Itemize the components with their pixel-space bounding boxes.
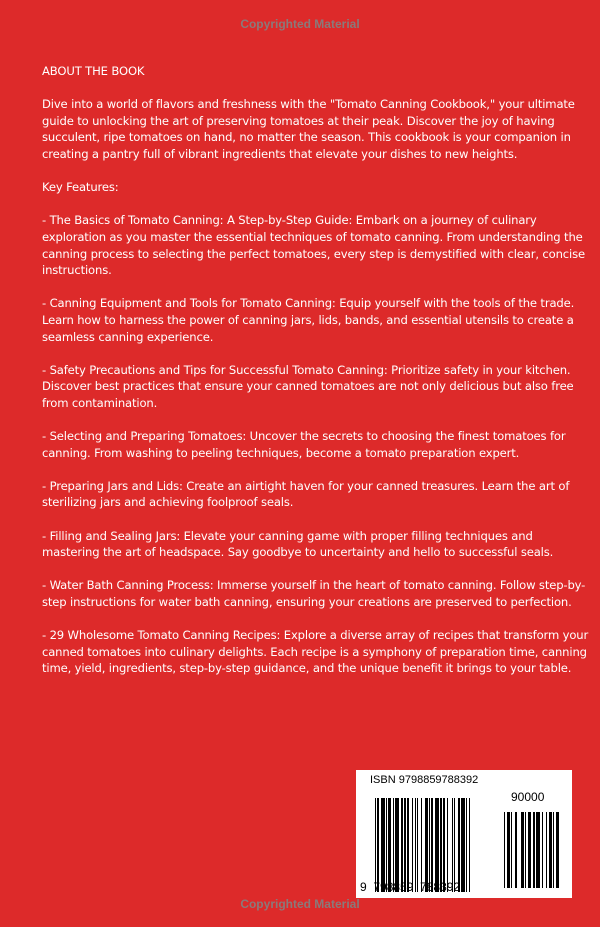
barcode-bar (546, 812, 547, 888)
barcode-bar (407, 798, 408, 892)
feature-item: - Preparing Jars and Lids: Create an airtight haven for your canned treasures. Learn the art of sterilizing jars and achieving foolproof seals. (42, 478, 570, 510)
barcode-bar (556, 812, 559, 888)
feature-item: - Canning Equipment and Tools for Tomato Canning: Equip yourself with the tools of the trade. Learn how to harness the power of canning jars, lids, bands, and essential utensils to create a seamless canning experience. (42, 296, 575, 344)
barcode-bar (504, 812, 505, 888)
barcode-bar (404, 798, 406, 892)
feature-item: - Water Bath Canning Process: Immerse yourself in the heart of tomato canning. Follow step-by-step instructions for water bath canning, ensuring your creations are preserved to perfection. (42, 578, 586, 609)
barcode-addon-bars (504, 812, 566, 888)
barcode-bar (536, 812, 540, 888)
barcode-bar (431, 798, 432, 892)
copyright-watermark-top: Copyrighted Material (240, 17, 360, 31)
barcode-bar (401, 798, 402, 892)
barcode-bar (521, 812, 524, 888)
barcode-bar (425, 798, 427, 892)
barcode-bar (466, 798, 467, 892)
feature-item: - Safety Precautions and Tips for Successful Tomato Canning: Prioritize safety in your kitchen. Discover best practices that ensure your canned tomatoes are not only delicious but also free from contamination. (42, 362, 574, 410)
barcode-bar (395, 798, 399, 892)
barcode-bar (417, 798, 418, 892)
feature-item: - The Basics of Tomato Canning: A Step-by-Step Guide: Embark on a journey of culinary exploration as you master the essential techniques of tomato canning. From understanding the canning process to selecting the perfect tomatoes, every step is demystified with clear, concise instructions. (42, 213, 585, 278)
barcode-bar (525, 812, 526, 888)
barcode-bar (412, 798, 413, 892)
barcode-bar (469, 798, 470, 892)
barcode-bar (415, 798, 416, 892)
barcode-main-bars (375, 798, 495, 892)
barcode-bar (440, 798, 442, 892)
barcode-bar (454, 798, 455, 892)
intro-paragraph: Dive into a world of flavors and freshness with the "Tomato Canning Cookbook," your ultimate guide to unlocking the art of preserving tomatoes at their peak. Discover the joy of having succulent, ripe tomatoes on hand, no matter the season. This cookbook is your companion in creating a pantry full of vibrant ingredients that elevate your dishes to new heights. (42, 97, 575, 161)
barcode-bar (549, 812, 552, 888)
barcode-bar (515, 812, 516, 888)
barcode-bar (533, 812, 534, 888)
barcode-bar (511, 812, 512, 888)
barcode-bar (542, 812, 543, 888)
isbn-barcode (356, 770, 572, 898)
isbn-label: ISBN 9798859788392 (370, 774, 479, 786)
barcode-bar (461, 798, 465, 892)
copyright-watermark-bottom: Copyrighted Material (240, 897, 360, 911)
barcode-addon-number: 90000 (511, 790, 545, 804)
barcode-bar (375, 798, 376, 892)
barcode-bar (388, 798, 390, 892)
barcode-bar (429, 798, 430, 892)
barcode-bar (443, 798, 444, 892)
barcode-bar (507, 812, 510, 888)
barcode-bar (393, 798, 394, 892)
key-features-label: Key Features: (42, 180, 119, 195)
book-description (42, 63, 590, 694)
barcode-bar (447, 798, 448, 892)
barcode-bar (553, 812, 554, 888)
barcode-bar (421, 798, 422, 892)
feature-item: - Filling and Sealing Jars: Elevate your canning game with proper filling techniques and mastering the art of headspace. Say goodbye to uncertainty and hello to successful seals. (42, 528, 554, 560)
barcode-bar (452, 798, 453, 892)
feature-item: - Selecting and Preparing Tomatoes: Uncover the secrets to choosing the finest tomatoes for canning. From washing to peeling techniques, become a tomato preparation expert. (42, 429, 566, 460)
barcode-bar (528, 812, 531, 888)
barcode-bar (386, 798, 387, 892)
barcode-bar (381, 798, 385, 892)
barcode-bar (435, 798, 439, 892)
barcode-digits: 9 798859 788392 (360, 880, 461, 894)
feature-item: - 29 Wholesome Tomato Canning Recipes: Explore a diverse array of recipes that transform your canned tomatoes into culinary delights. Each recipe is a symphony of preparation time, canning time, yield, ingredients, step-by-step guidance, and the unique benefit it brings to your table. (42, 628, 589, 676)
section-heading: ABOUT THE BOOK (42, 64, 145, 78)
barcode-bar (377, 798, 378, 892)
barcode-bar (458, 798, 460, 892)
